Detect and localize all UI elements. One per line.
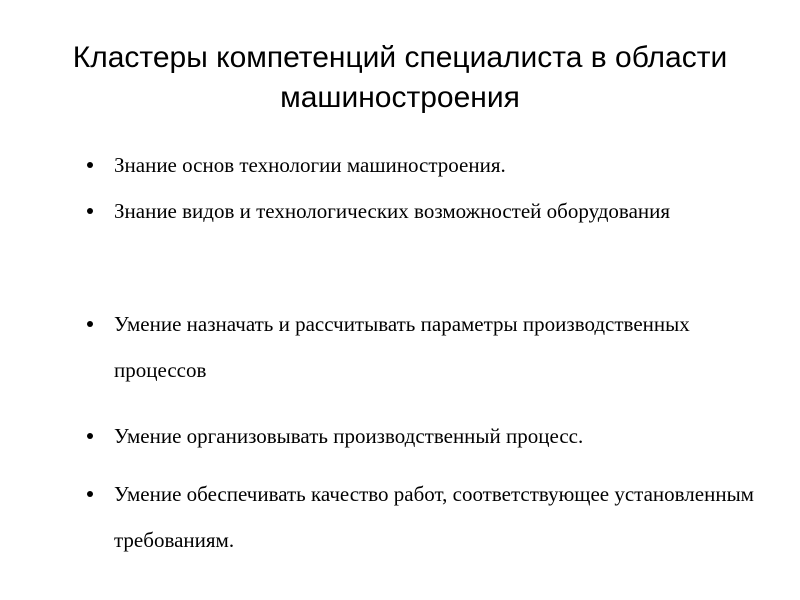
bullet-text: Умение назначать и рассчитывать параметры производственных процессов	[114, 312, 690, 382]
bullet-item	[114, 471, 774, 563]
bullet-item	[114, 188, 774, 234]
bullet-text: Умение обеспечивать качество работ, соответствующее установленным требованиям.	[114, 482, 754, 552]
bullet-text: Знание видов и технологических возможностей оборудования	[114, 199, 671, 223]
bullet-dot-icon	[87, 321, 93, 327]
bullet-item	[114, 413, 774, 459]
bullet-dot-icon	[87, 491, 93, 497]
bullet-dot-icon	[87, 433, 93, 439]
bullet-item	[114, 301, 774, 393]
bullet-text: Знание основ технологии машиностроения.	[114, 153, 506, 177]
bullet-item	[114, 142, 774, 188]
bullet-dot-icon	[87, 208, 93, 214]
slide-title: Кластеры компетенций специалиста в области машиностроения	[72, 41, 728, 114]
bullet-dot-icon	[87, 162, 93, 168]
bullet-text: Умение организовывать производственный процесс.	[114, 424, 584, 448]
